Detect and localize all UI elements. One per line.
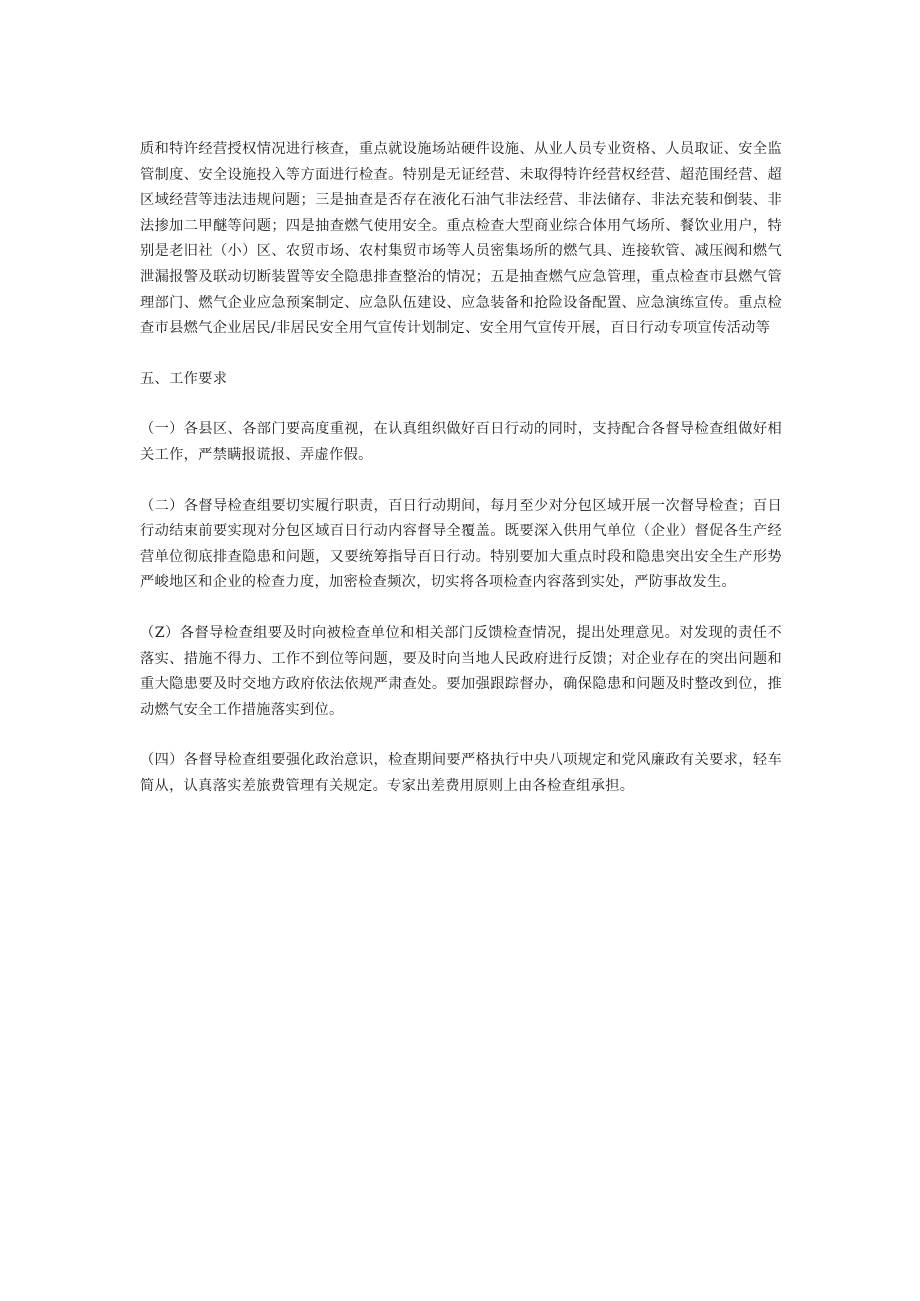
document-page bbox=[140, 137, 782, 799]
inspection-scope-paragraph: 质和特许经营授权情况进行核查，重点就设施场站硬件设施、从业人员专业资格、人员取证、安全监管制度、安全设施投入等方面进行检查。特别是无证经营、未取得特许经营权经营、超范围经营、超区域经营等违法违规问题；三是抽查是否存在液化石油气非法经营、非法储存、非法充装和倒装、非法掺加二甲醚等问题；四是抽查燃气使用安全。重点检查大型商业综合体用气场所、餐饮业用户，特别是老旧社（小）区、农贸市场、农村集贸市场等人员密集场所的燃气具、连接软管、减压阀和燃气泄漏报警及联动切断装置等安全隐患排查整治的情况；五是抽查燃气应急管理，重点检查市县燃气管理部门、燃气企业应急预案制定、应急队伍建设、应急装备和抢险设备配置、应急演练宣传。重点检查市县燃气企业居民/非居民安全用气宣传计划制定、安全用气宣传开展，百日行动专项宣传活动等 bbox=[140, 141, 782, 337]
requirement-paragraph-4: （四）各督导检查组要强化政治意识，检查期间要严格执行中央八项规定和党风廉政有关要求，轻车简从，认真落实差旅费管理有关规定。专家出差费用原则上由各检查组承担。 bbox=[140, 752, 782, 794]
requirement-paragraph-1: （一）各县区、各部门要高度重视，在认真组织做好百日行动的同时，支持配合各督导检查组做好相关工作，严禁瞒报谎报、弄虚作假。 bbox=[140, 421, 782, 463]
section-heading-work-requirements: 五、工作要求 bbox=[140, 370, 228, 387]
requirement-paragraph-3: （Z）各督导检查组要及时向被检查单位和相关部门反馈检查情况，提出处理意见。对发现的责任不落实、措施不得力、工作不到位等问题，要及时向当地人民政府进行反馈；对企业存在的突出问题和重大隐患要及时交地方政府依法依规严肃查处。要加强跟踪督办，确保隐患和问题及时整改到位，推动燃气安全工作措施落实到位。 bbox=[140, 624, 782, 718]
requirement-paragraph-2: （二）各督导检查组要切实履行职责，百日行动期间，每月至少对分包区域开展一次督导检查；百日行动结束前要实现对分包区域百日行动内容督导全覆盖。既要深入供用气单位（企业）督促各生产经营单位彻底排查隐患和问题，又要统筹指导百日行动。特别要加大重点时段和隐患突出安全生产形势严峻地区和企业的检查力度，加密检查频次，切实将各项检查内容落到实处，严防事故发生。 bbox=[140, 497, 782, 591]
